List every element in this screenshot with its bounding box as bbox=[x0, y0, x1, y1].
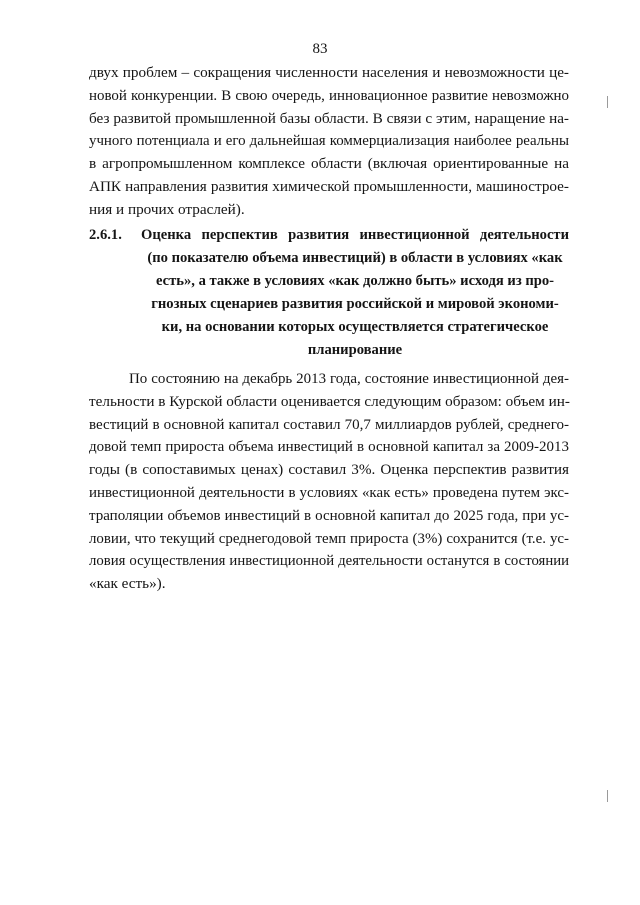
section-title-line: ки, на основании которых осуществляется стратегическое bbox=[161, 319, 549, 335]
text-line: инвестиционной деятельности в условиях «как есть» проведена путем экс- bbox=[89, 484, 569, 501]
text-line: новой конкуренции. В свою очередь, инновационное развитие невозможно bbox=[89, 87, 569, 104]
text-line: без развитой промышленной базы области. В связи с этим, наращение на- bbox=[89, 109, 569, 127]
text-line: годы (в сопоставимых ценах) составил 3%. Оценка перспектив развития bbox=[89, 461, 569, 479]
page-number: 83 bbox=[312, 41, 328, 57]
section-title-line: (по показателю объема инвестиций) в области в условиях «как bbox=[147, 250, 563, 266]
body-paragraph bbox=[89, 368, 569, 596]
section-title-line: есть», а также в условиях «как должно быть» исходя из про- bbox=[155, 273, 555, 289]
intro-paragraph bbox=[89, 62, 569, 222]
section-title-line: гнозных сценариев развития российской и мировой экономи- bbox=[151, 296, 559, 312]
section-title bbox=[141, 224, 569, 362]
text-line: ловия осуществления инвестиционной деятельности останутся в состоянии bbox=[89, 553, 569, 570]
text-line: вестиций в основной капитал составил 70,7 миллиардов рублей, среднего- bbox=[89, 416, 569, 433]
section-title-line: планирование bbox=[307, 342, 403, 358]
text-line: «как есть»). bbox=[89, 575, 166, 593]
scan-margin-mark bbox=[607, 790, 608, 802]
text-line: АПК направления развития химической промышленности, машинострое- bbox=[89, 177, 569, 195]
section-title-line: Оценка перспектив развития инвестиционной деятельности bbox=[141, 227, 569, 243]
text-line: двух проблем – сокращения численности населения и невозможности це- bbox=[89, 64, 569, 81]
text-line: в агропромышленном комплексе области (включая ориентированные на bbox=[89, 155, 569, 173]
section-number: 2.6.1. bbox=[89, 227, 122, 243]
text-line: траполяции объемов инвестиций в основной капитал до 2025 года, при ус- bbox=[89, 507, 569, 524]
text-line: ния и прочих отраслей). bbox=[89, 200, 245, 218]
scan-margin-mark bbox=[607, 96, 608, 108]
text-line: ловии, что текущий среднегодовой темп прироста (3%) сохранится (т.е. ус- bbox=[89, 530, 569, 547]
text-line: тельности в Курской области оценивается следующим образом: объем ин- bbox=[89, 392, 570, 410]
text-line: довой темп прироста объема инвестиций в основной капитал за 2009-2013 bbox=[89, 439, 569, 456]
text-line-indented: По состоянию на декабрь 2013 года, состояние инвестиционной дея- bbox=[129, 371, 569, 387]
text-line: учного потенциала и его дальнейшая коммерциализация наиболее реальны bbox=[89, 133, 569, 150]
